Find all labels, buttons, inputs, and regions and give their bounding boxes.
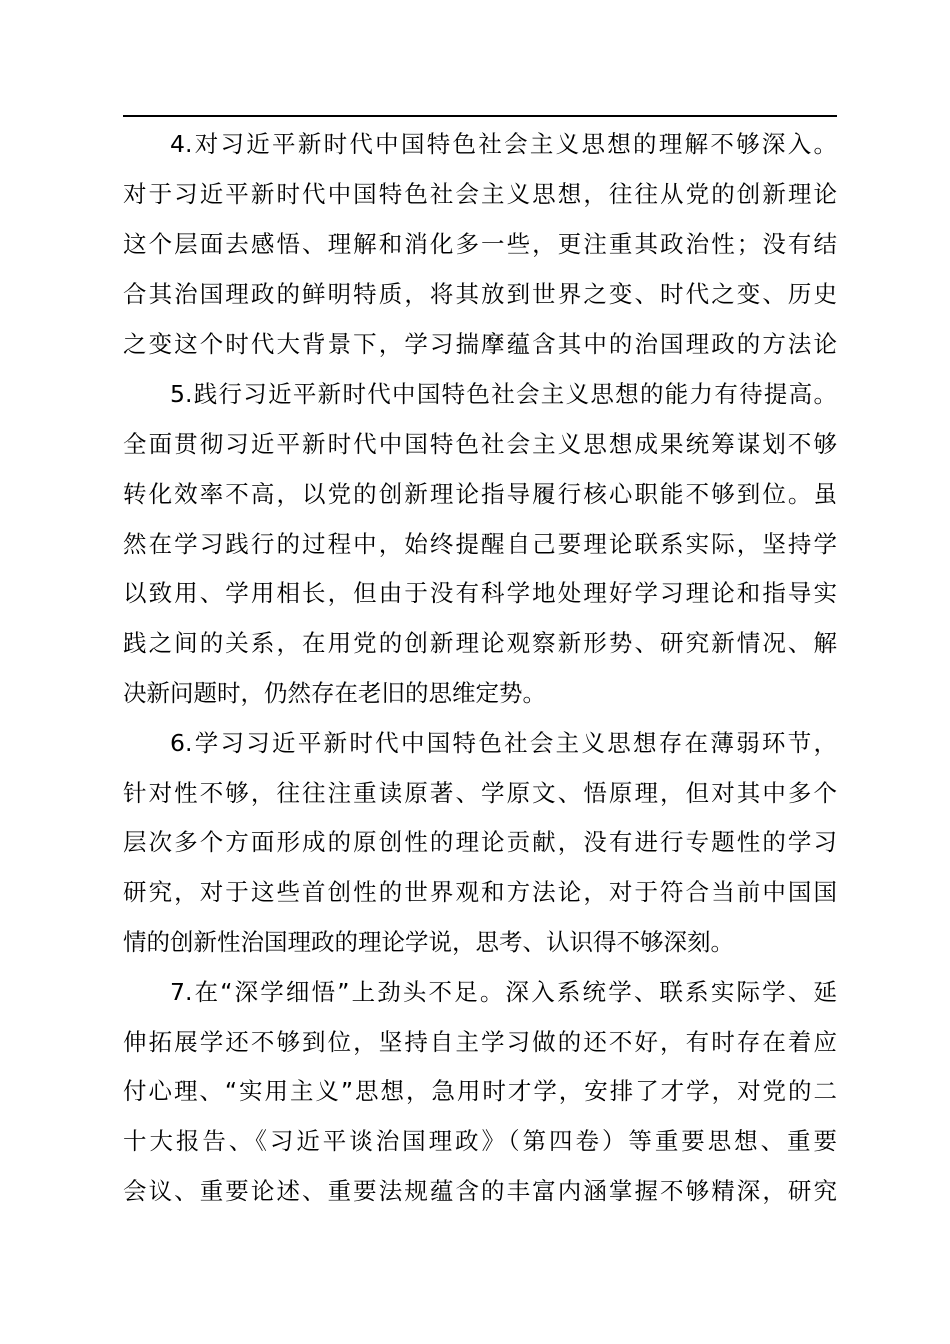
text-line-17: 情的创新性治国理政的理论学说，思考、认识得不够深刻。 — [123, 928, 734, 956]
text-line-1: 4.对习近平新时代中国特色社会主义思想的理解不够深入。 — [170, 130, 837, 158]
text-line-11: 践之间的关系，在用党的创新理论观察新形势、研究新情况、解 — [123, 629, 837, 657]
text-line-15: 层次多个方面形成的原创性的理论贡献，没有进行专题性的学习 — [123, 828, 837, 856]
text-line-16: 研究，对于这些首创性的世界观和方法论，对于符合当前中国国 — [123, 878, 837, 906]
text-line-18: 7.在“深学细悟”上劲头不足。深入系统学、联系实际学、延 — [170, 978, 837, 1006]
text-line-20: 付心理、“实用主义”思想，急用时才学，安排了才学，对党的二 — [123, 1077, 837, 1105]
text-line-13: 6.学习习近平新时代中国特色社会主义思想存在薄弱环节， — [170, 729, 837, 757]
text-line-3: 这个层面去感悟、理解和消化多一些，更注重其政治性；没有结 — [123, 230, 837, 258]
text-line-9: 然在学习践行的过程中，始终提醒自己要理论联系实际，坚持学 — [123, 530, 837, 558]
text-line-4: 合其治国理政的鲜明特质，将其放到世界之变、时代之变、历史 — [123, 280, 837, 308]
text-line-8: 转化效率不高，以党的创新理论指导履行核心职能不够到位。虽 — [123, 480, 837, 508]
text-line-12: 决新问题时，仍然存在老旧的思维定势。 — [123, 679, 546, 707]
text-line-22: 会议、重要论述、重要法规蕴含的丰富内涵掌握不够精深，研究 — [123, 1177, 837, 1205]
text-line-5: 之变这个时代大背景下，学习揣摩蕴含其中的治国理政的方法论 — [123, 330, 837, 358]
text-line-6: 5.践行习近平新时代中国特色社会主义思想的能力有待提高。 — [170, 380, 837, 408]
text-line-21: 十大报告、《习近平谈治国理政》（第四卷）等重要思想、重要 — [123, 1127, 837, 1155]
text-line-10: 以致用、学用相长，但由于没有科学地处理好学习理论和指导实 — [123, 579, 837, 607]
text-line-7: 全面贯彻习近平新时代中国特色社会主义思想成果统筹谋划不够 — [123, 430, 837, 458]
text-line-2: 对于习近平新时代中国特色社会主义思想，往往从党的创新理论 — [123, 180, 837, 208]
text-line-14: 针对性不够，往往注重读原著、学原文、悟原理，但对其中多个 — [123, 779, 837, 807]
header-rule — [123, 115, 837, 117]
text-line-19: 伸拓展学还不够到位，坚持自主学习做的还不好，有时存在着应 — [123, 1028, 837, 1056]
